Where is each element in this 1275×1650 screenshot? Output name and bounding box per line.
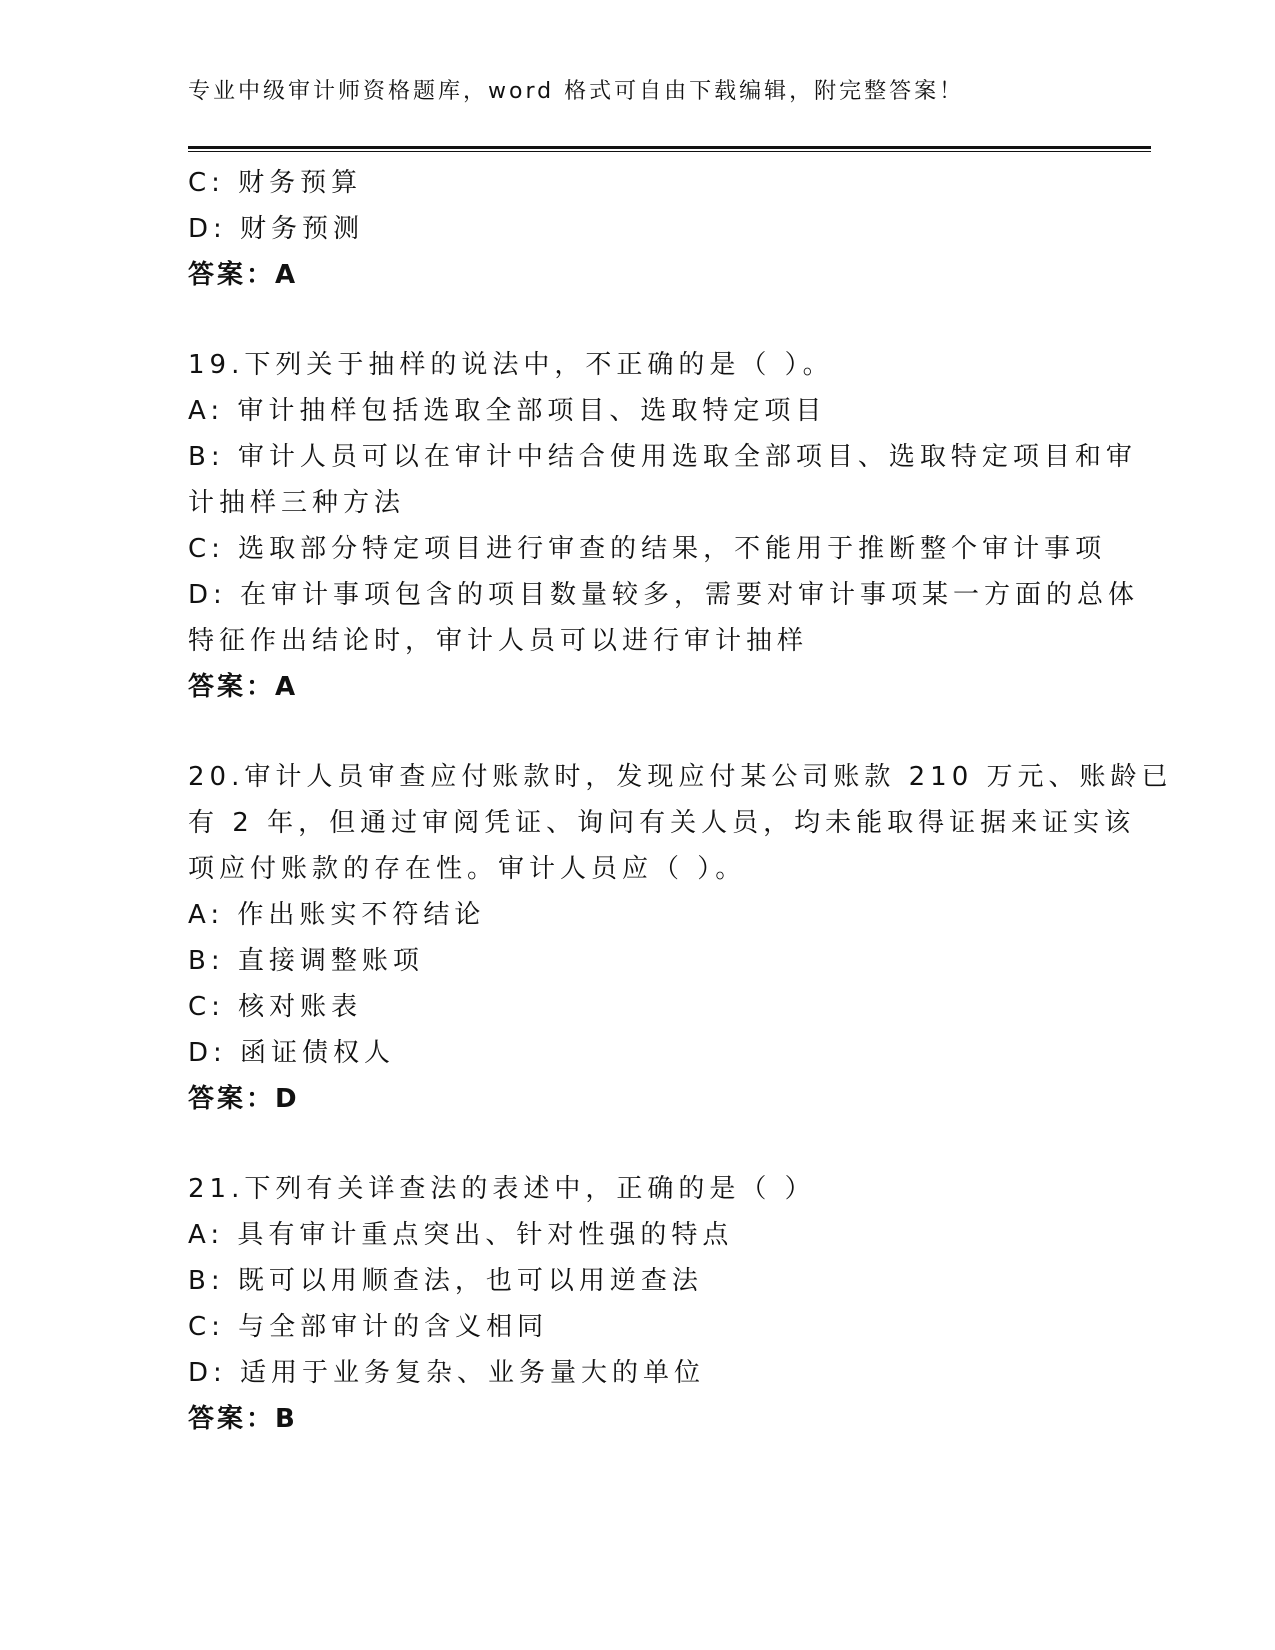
document-body xyxy=(188,160,1173,1442)
option-a: A: 作出账实不符结论 xyxy=(188,900,486,930)
option-a: A: 具有审计重点突出、针对性强的特点 xyxy=(188,1220,734,1250)
option-a: A: 审计抽样包括选取全部项目、选取特定项目 xyxy=(188,396,827,426)
question-20 xyxy=(188,754,1173,1122)
option-b: B: 直接调整账项 xyxy=(188,946,424,976)
option-b: B: 审计人员可以在审计中结合使用选取全部项目、选取特定项目和审 xyxy=(188,442,1137,472)
question-stem: 20.审计人员审查应付账款时，发现应付某公司账款 210 万元、账龄已 xyxy=(188,762,1173,792)
option-b-continued: 计抽样三种方法 xyxy=(188,488,406,518)
option-c: C: 核对账表 xyxy=(188,992,363,1022)
question-stem-continued: 项应付账款的存在性。审计人员应（ ）。 xyxy=(188,854,747,884)
header-rule-thick xyxy=(188,146,1151,149)
option-c: C: 与全部审计的含义相同 xyxy=(188,1312,549,1342)
answer-line: 答案：B xyxy=(188,1404,298,1434)
option-d: D: 适用于业务复杂、业务量大的单位 xyxy=(188,1358,706,1388)
answer-line: 答案：A xyxy=(188,260,299,290)
option-d: D: 在审计事项包含的项目数量较多，需要对审计事项某一方面的总体 xyxy=(188,580,1140,610)
option-d-continued: 特征作出结论时，审计人员可以进行审计抽样 xyxy=(188,626,809,656)
option-b: B: 既可以用顺查法，也可以用逆查法 xyxy=(188,1266,703,1296)
header-rule-thin xyxy=(188,151,1151,152)
question-19 xyxy=(188,342,1140,710)
option-c: C: 选取部分特定项目进行审查的结果，不能用于推断整个审计事项 xyxy=(188,534,1107,564)
option-d: D: 财务预测 xyxy=(188,214,365,244)
option-c: C: 财务预算 xyxy=(188,168,363,198)
answer-line: 答案：D xyxy=(188,1084,300,1114)
page-header: 专业中级审计师资格题库，word 格式可自由下载编辑，附完整答案！ xyxy=(188,79,965,104)
question-18-tail xyxy=(188,160,1088,298)
question-stem: 21.下列有关详查法的表述中，正确的是（ ） xyxy=(188,1174,816,1204)
answer-line: 答案：A xyxy=(188,672,299,702)
question-stem: 19.下列关于抽样的说法中，不正确的是（ ）。 xyxy=(188,350,834,380)
option-d: D: 函证债权人 xyxy=(188,1038,396,1068)
question-stem-continued: 有 2 年，但通过审阅凭证、询问有关人员，均未能取得证据来证实该 xyxy=(188,808,1136,838)
question-21 xyxy=(188,1166,1088,1442)
